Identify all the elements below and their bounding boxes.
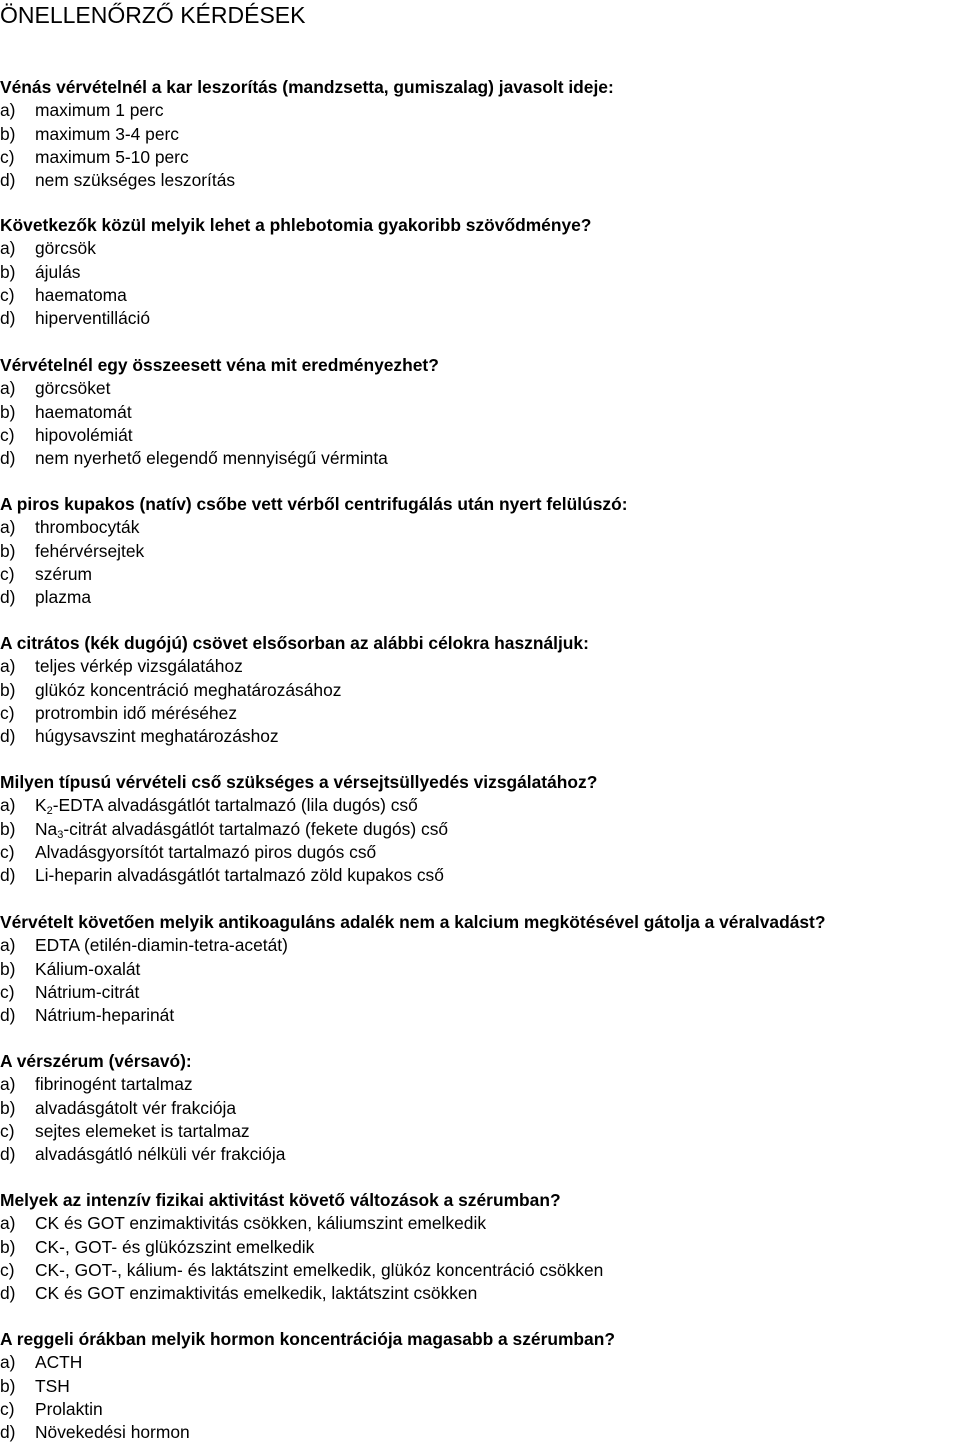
option-letter: d) bbox=[0, 1422, 16, 1443]
option-list bbox=[0, 934, 960, 1027]
question-text: Melyek az intenzív fizikai aktivitást követő változások a szérumban? bbox=[0, 1190, 561, 1210]
answer-option-b bbox=[0, 401, 960, 424]
question-text: Milyen típusú vérvételi cső szükséges a vérsejtsüllyedés vizsgálatához? bbox=[0, 772, 598, 792]
answer-option-c bbox=[0, 841, 960, 864]
option-list bbox=[0, 655, 960, 748]
option-letter: c) bbox=[0, 1120, 15, 1141]
option-letter: c) bbox=[0, 1398, 15, 1419]
option-text: alvadásgátolt vér frakciója bbox=[35, 1097, 237, 1118]
question-4 bbox=[0, 493, 960, 609]
option-text-rest: -citrát alvadásgátlót tartalmazó (fekete dugós) cső bbox=[63, 818, 449, 839]
option-letter: a) bbox=[0, 378, 16, 399]
option-letter: b) bbox=[0, 818, 16, 839]
option-letter: a) bbox=[0, 935, 16, 956]
question-10 bbox=[0, 1328, 960, 1444]
option-letter: a) bbox=[0, 1352, 16, 1373]
option-list bbox=[0, 1073, 960, 1166]
answer-option-a bbox=[0, 1212, 960, 1235]
option-letter: a) bbox=[0, 100, 16, 121]
option-letter: a) bbox=[0, 1213, 16, 1234]
answer-option-a bbox=[0, 1351, 960, 1374]
option-list bbox=[0, 237, 960, 330]
answer-option-c bbox=[0, 1259, 960, 1282]
answer-option-d bbox=[0, 1004, 960, 1027]
option-list bbox=[0, 794, 960, 887]
answer-option-a bbox=[0, 655, 960, 678]
page-title: ÖNELLENŐRZŐ KÉRDÉSEK bbox=[0, 2, 306, 28]
option-letter: c) bbox=[0, 981, 15, 1002]
option-text: haematoma bbox=[35, 284, 127, 305]
option-text: Alvadásgyorsítót tartalmazó piros dugós cső bbox=[35, 841, 377, 862]
answer-option-d bbox=[0, 725, 960, 748]
answer-option-a bbox=[0, 377, 960, 400]
question-2 bbox=[0, 214, 960, 330]
option-text: Növekedési hormon bbox=[35, 1422, 190, 1443]
answer-option-a bbox=[0, 934, 960, 957]
answer-option-d bbox=[0, 447, 960, 470]
option-letter: b) bbox=[0, 958, 16, 979]
option-text: sejtes elemeket is tartalmaz bbox=[35, 1120, 250, 1141]
question-9 bbox=[0, 1189, 960, 1305]
answer-option-a bbox=[0, 794, 960, 817]
option-text bbox=[35, 819, 448, 839]
option-letter: b) bbox=[0, 1236, 16, 1257]
question-8 bbox=[0, 1050, 960, 1166]
answer-option-a bbox=[0, 1073, 960, 1096]
option-text: Li-heparin alvadásgátlót tartalmazó zöld kupakos cső bbox=[35, 865, 444, 886]
option-letter: d) bbox=[0, 726, 16, 747]
option-list bbox=[0, 1351, 960, 1444]
option-text: protrombin idő méréséhez bbox=[35, 702, 238, 723]
answer-option-c bbox=[0, 424, 960, 447]
answer-option-b bbox=[0, 818, 960, 841]
answer-option-d bbox=[0, 1421, 960, 1444]
answer-option-b bbox=[0, 679, 960, 702]
answer-option-b bbox=[0, 261, 960, 284]
option-letter: c) bbox=[0, 284, 15, 305]
answer-option-b bbox=[0, 1236, 960, 1259]
formula-subscript: 3 bbox=[57, 828, 64, 841]
answer-option-b bbox=[0, 540, 960, 563]
option-letter: b) bbox=[0, 540, 16, 561]
option-text: Kálium-oxalát bbox=[35, 958, 141, 979]
option-text: CK és GOT enzimaktivitás csökken, káliumszint emelkedik bbox=[35, 1213, 487, 1234]
answer-option-c bbox=[0, 563, 960, 586]
option-letter: b) bbox=[0, 261, 16, 282]
question-text: A piros kupakos (natív) csőbe vett vérből centrifugálás után nyert felülúszó: bbox=[0, 494, 628, 514]
option-text: ACTH bbox=[35, 1352, 83, 1373]
option-letter: d) bbox=[0, 448, 16, 469]
option-letter: a) bbox=[0, 1074, 16, 1095]
question-text: Vérvételnél egy összeesett véna mit eredményezhet? bbox=[0, 355, 439, 375]
option-letter: a) bbox=[0, 238, 16, 259]
option-text: EDTA (etilén-diamin-tetra-acetát) bbox=[35, 935, 288, 956]
option-letter: c) bbox=[0, 1259, 15, 1280]
option-text: maximum 1 perc bbox=[35, 100, 164, 121]
option-text: hipovolémiát bbox=[35, 424, 133, 445]
answer-option-a bbox=[0, 237, 960, 260]
option-text: CK és GOT enzimaktivitás emelkedik, laktátszint csökken bbox=[35, 1283, 478, 1304]
option-text: nem szükséges leszorítás bbox=[35, 170, 236, 191]
answer-option-d bbox=[0, 1282, 960, 1305]
option-letter: c) bbox=[0, 841, 15, 862]
question-text: Következők közül melyik lehet a phlebotomia gyakoribb szövődménye? bbox=[0, 215, 592, 235]
answer-option-c bbox=[0, 284, 960, 307]
question-text: A vérszérum (vérsavó): bbox=[0, 1051, 192, 1071]
option-text: CK-, GOT- és glükózszint emelkedik bbox=[35, 1236, 315, 1257]
option-letter: a) bbox=[0, 517, 16, 538]
option-letter: d) bbox=[0, 1144, 16, 1165]
question-text: Vénás vérvételnél a kar leszorítás (mandzsetta, gumiszalag) javasolt ideje: bbox=[0, 77, 614, 97]
question-3 bbox=[0, 354, 960, 470]
question-6 bbox=[0, 771, 960, 887]
option-letter: d) bbox=[0, 1283, 16, 1304]
formula-subscript: 2 bbox=[46, 805, 53, 818]
option-letter: c) bbox=[0, 424, 15, 445]
formula-symbol: Na bbox=[35, 818, 58, 839]
option-letter: d) bbox=[0, 587, 16, 608]
answer-option-a bbox=[0, 516, 960, 539]
answer-option-d bbox=[0, 307, 960, 330]
option-text: görcsöket bbox=[35, 378, 111, 399]
option-list bbox=[0, 99, 960, 192]
option-letter: b) bbox=[0, 123, 16, 144]
answer-option-b bbox=[0, 958, 960, 981]
option-letter: c) bbox=[0, 146, 15, 167]
option-text: haematomát bbox=[35, 401, 132, 422]
option-text: maximum 5-10 perc bbox=[35, 146, 189, 167]
option-text: thrombocyták bbox=[35, 517, 140, 538]
question-text: A reggeli órákban melyik hormon koncentrációja magasabb a szérumban? bbox=[0, 1329, 615, 1349]
option-text: ájulás bbox=[35, 261, 81, 282]
option-text: maximum 3-4 perc bbox=[35, 123, 179, 144]
option-text: glükóz koncentráció meghatározásához bbox=[35, 679, 342, 700]
option-text: húgysavszint meghatározáshoz bbox=[35, 726, 279, 747]
option-text: fehérvérsejtek bbox=[35, 540, 145, 561]
option-text: CK-, GOT-, kálium- és laktátszint emelkedik, glükóz koncentráció csökken bbox=[35, 1259, 604, 1280]
option-text bbox=[35, 795, 418, 818]
option-letter: b) bbox=[0, 1375, 16, 1396]
option-letter: d) bbox=[0, 170, 16, 191]
option-text: szérum bbox=[35, 563, 93, 584]
option-letter: d) bbox=[0, 1005, 16, 1026]
option-letter: b) bbox=[0, 401, 16, 422]
answer-option-b bbox=[0, 123, 960, 146]
option-text: hiperventilláció bbox=[35, 308, 151, 329]
answer-option-d bbox=[0, 169, 960, 192]
option-letter: a) bbox=[0, 656, 16, 677]
question-7 bbox=[0, 911, 960, 1027]
answer-option-d bbox=[0, 1143, 960, 1166]
option-list bbox=[0, 377, 960, 470]
option-text: teljes vérkép vizsgálatához bbox=[35, 656, 243, 677]
option-text: alvadásgátló nélküli vér frakciója bbox=[35, 1144, 286, 1165]
question-text: Vérvételt követően melyik antikoaguláns adalék nem a kalcium megkötésével gátolja a véralvadást? bbox=[0, 912, 826, 932]
answer-option-c bbox=[0, 981, 960, 1004]
answer-option-b bbox=[0, 1097, 960, 1120]
answer-option-b bbox=[0, 1375, 960, 1398]
option-list bbox=[0, 516, 960, 609]
formula-symbol: K bbox=[35, 795, 47, 816]
option-text: Nátrium-heparinát bbox=[35, 1005, 175, 1026]
option-text-rest: -EDTA alvadásgátlót tartalmazó (lila dugós) cső bbox=[52, 795, 418, 816]
answer-option-c bbox=[0, 1120, 960, 1143]
answer-option-c bbox=[0, 146, 960, 169]
option-text: plazma bbox=[35, 587, 92, 608]
option-text: Nátrium-citrát bbox=[35, 981, 140, 1002]
answer-option-d bbox=[0, 586, 960, 609]
answer-option-c bbox=[0, 1398, 960, 1421]
option-letter: a) bbox=[0, 795, 16, 816]
option-text: nem nyerhető elegendő mennyiségű vérminta bbox=[35, 448, 388, 469]
answer-option-a bbox=[0, 99, 960, 122]
option-letter: d) bbox=[0, 308, 16, 329]
question-text: A citrátos (kék dugójú) csövet elsősorban az alábbi célokra használjuk: bbox=[0, 633, 589, 653]
option-letter: c) bbox=[0, 702, 15, 723]
option-letter: b) bbox=[0, 1097, 16, 1118]
option-text: Prolaktin bbox=[35, 1398, 103, 1419]
question-1 bbox=[0, 76, 960, 192]
option-letter: b) bbox=[0, 679, 16, 700]
question-5 bbox=[0, 632, 960, 748]
option-letter: d) bbox=[0, 865, 16, 886]
option-letter: c) bbox=[0, 563, 15, 584]
answer-option-c bbox=[0, 702, 960, 725]
option-text: fibrinogént tartalmaz bbox=[35, 1074, 193, 1095]
answer-option-d bbox=[0, 864, 960, 887]
option-text: görcsök bbox=[35, 238, 96, 259]
option-text: TSH bbox=[35, 1375, 70, 1396]
option-list bbox=[0, 1212, 960, 1305]
